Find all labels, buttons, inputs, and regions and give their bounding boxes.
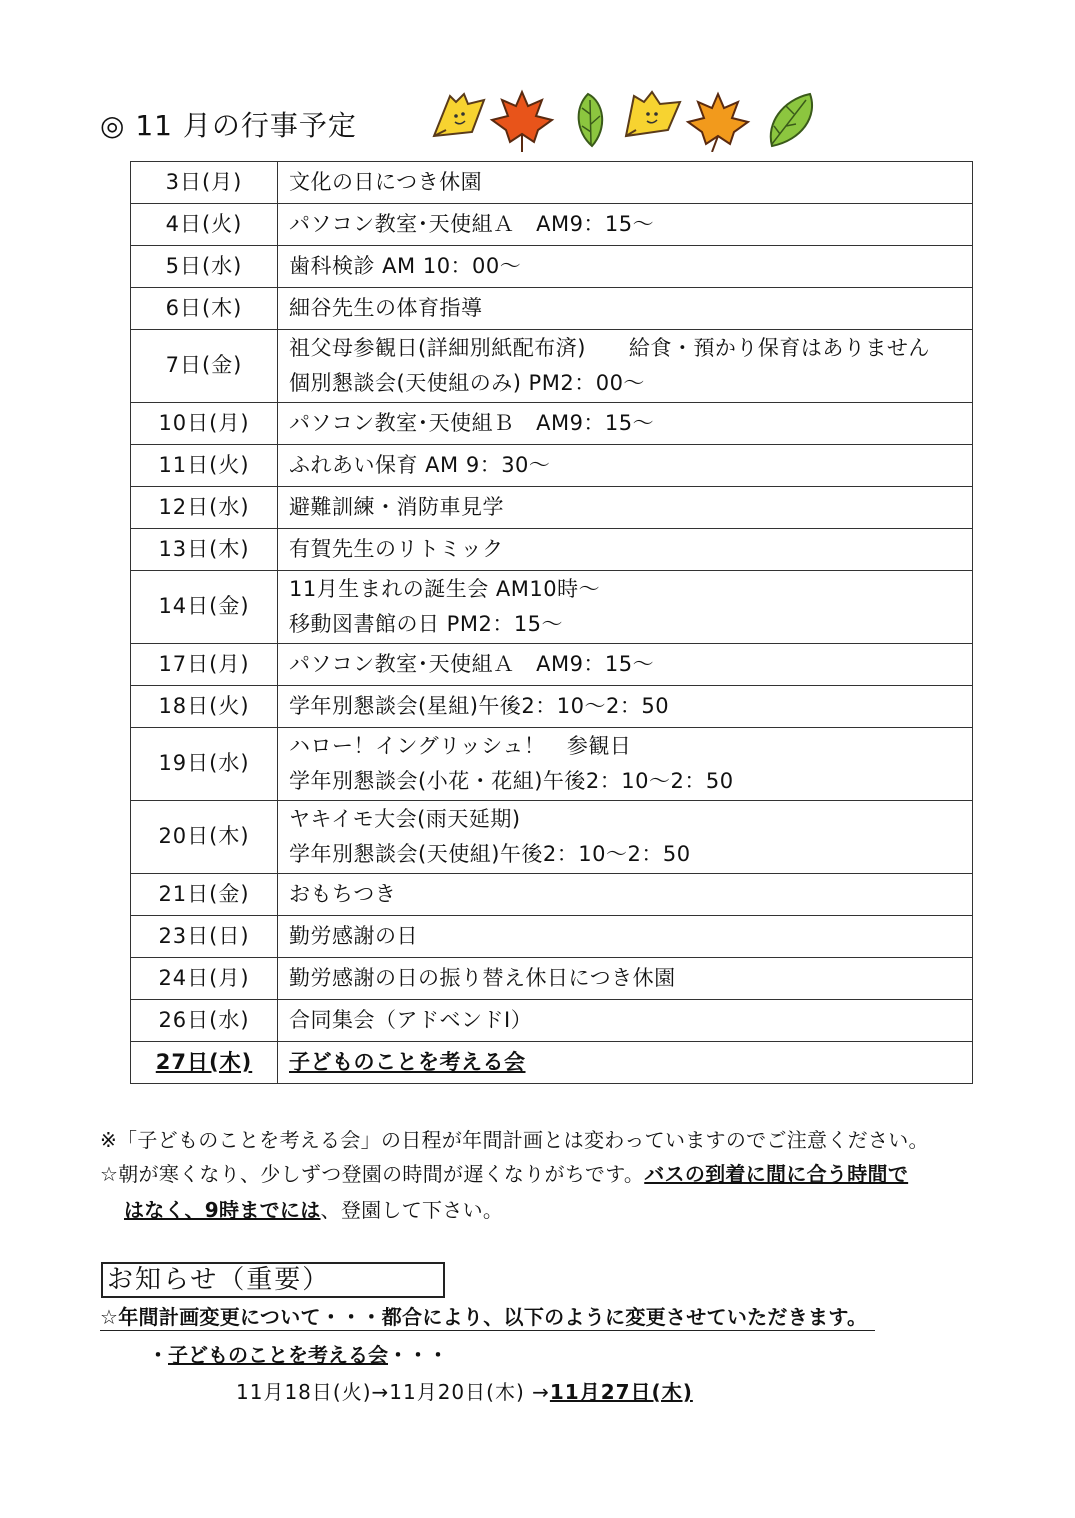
schedule-event-text: ヤキイモ大会(雨天延期) <box>289 807 521 831</box>
green-leaf-icon <box>771 94 812 146</box>
schedule-event <box>278 487 973 529</box>
note-arrival-emph1: バスの到着に間に合う時間で <box>644 1162 909 1186</box>
schedule-date <box>131 958 278 1000</box>
maple-leaf-icon <box>688 94 748 152</box>
schedule-event-text: 学年別懇談会(天使組)午後2：10〜2：50 <box>289 842 691 866</box>
page-title: ◎ 11 月の行事予定 <box>100 109 357 142</box>
schedule-event <box>278 801 973 874</box>
schedule-date-text: 4日(火) <box>165 211 243 236</box>
schedule-date-text: 11日(火) <box>158 452 250 477</box>
schedule-event <box>278 874 973 916</box>
schedule-event-text: パソコン教室･天使組Ｂ AM9：15〜 <box>289 411 655 435</box>
notice-item-name: 子どものことを考える会 <box>168 1343 388 1367</box>
notice-item-prefix: ・ <box>148 1343 168 1367</box>
schedule-row <box>131 916 973 958</box>
schedule-event-text: 勤労感謝の日 <box>289 924 418 948</box>
schedule-row <box>131 288 973 330</box>
schedule-event <box>278 330 973 403</box>
schedule-event-text: 11月生まれの誕生会 AM10時〜 <box>289 577 601 601</box>
schedule-event <box>278 728 973 801</box>
autumn-leaves-decoration <box>428 86 818 152</box>
schedule-row <box>131 162 973 204</box>
schedule-date <box>131 686 278 728</box>
schedule-table <box>130 161 973 1084</box>
schedule-row <box>131 958 973 1000</box>
schedule-row <box>131 728 973 801</box>
schedule-date-text: 10日(月) <box>158 410 250 435</box>
note-arrival-emph2: はなく、9時までには <box>124 1198 321 1222</box>
schedule-date-text: 19日(水) <box>158 751 250 776</box>
schedule-date-text: 7日(金) <box>165 353 243 378</box>
schedule-event-text: 合同集会（アドベンドⅠ） <box>289 1008 533 1032</box>
schedule-event <box>278 644 973 686</box>
schedule-row <box>131 874 973 916</box>
schedule-event <box>278 1000 973 1042</box>
schedule-event-text: 歯科検診 AM 10：00〜 <box>289 254 522 278</box>
schedule-row <box>131 246 973 288</box>
schedule-row <box>131 1042 973 1084</box>
schedule-event-text: 避難訓練・消防車見学 <box>289 495 504 519</box>
schedule-row <box>131 204 973 246</box>
schedule-event-text: 勤労感謝の日の振り替え休日につき休園 <box>289 966 676 990</box>
schedule-event-text: 移動図書館の日 PM2：15〜 <box>289 612 564 636</box>
schedule-event <box>278 246 973 288</box>
schedule-date-text: 26日(水) <box>158 1007 250 1032</box>
schedule-date <box>131 246 278 288</box>
schedule-date-text: 6日(木) <box>165 295 243 320</box>
schedule-row <box>131 529 973 571</box>
schedule-date <box>131 330 278 403</box>
schedule-date <box>131 204 278 246</box>
schedule-date-text: 20日(木) <box>158 824 250 849</box>
notice-date-change <box>236 1376 693 1405</box>
schedule-date <box>131 487 278 529</box>
schedule-date <box>131 571 278 644</box>
date-change-from: 11月18日(火)→11月20日(木) → <box>236 1380 550 1404</box>
maple-leaf-icon <box>492 92 552 152</box>
notice-item <box>148 1339 448 1368</box>
notice-item-suffix: ・・・ <box>388 1343 448 1367</box>
schedule-event-text: パソコン教室･天使組Ａ AM9：15〜 <box>289 652 655 676</box>
schedule-row <box>131 1000 973 1042</box>
ginkgo-leaf-icon <box>434 94 484 136</box>
schedule-event <box>278 916 973 958</box>
schedule-date <box>131 529 278 571</box>
schedule-event-text: パソコン教室･天使組Ａ AM9：15〜 <box>289 212 655 236</box>
schedule-event <box>278 403 973 445</box>
schedule-row <box>131 571 973 644</box>
schedule-row <box>131 445 973 487</box>
schedule-row <box>131 403 973 445</box>
schedule-event-text: 細谷先生の体育指導 <box>289 296 483 320</box>
schedule-event <box>278 1042 973 1084</box>
schedule-date-text: 21日(金) <box>158 881 250 906</box>
note-schedule-change: ※「子どものことを考える会」の日程が年間計画とは変わっていますのでご注意ください。 <box>100 1128 929 1152</box>
schedule-event-text: 学年別懇談会(小花・花組)午後2：10〜2：50 <box>289 769 734 793</box>
schedule-date <box>131 644 278 686</box>
schedule-date <box>131 403 278 445</box>
schedule-date-text: 23日(日) <box>158 923 250 948</box>
schedule-date-text: 27日(木) <box>155 1049 253 1074</box>
green-leaf-icon <box>579 94 603 146</box>
schedule-row <box>131 686 973 728</box>
schedule-date <box>131 728 278 801</box>
schedule-date-text: 18日(火) <box>158 693 250 718</box>
notice-plan-change: ☆年間計画変更について・・・都合により、以下のように変更させていただきます。 <box>100 1301 875 1331</box>
note-arrival-post: 、登園して下さい。 <box>320 1198 504 1222</box>
schedule-date-text: 14日(金) <box>158 594 250 619</box>
schedule-date <box>131 445 278 487</box>
schedule-event-text: おもちつき <box>289 882 397 906</box>
schedule-event-text: ふれあい保育 AM 9：30〜 <box>289 453 551 477</box>
schedule-event <box>278 204 973 246</box>
note-arrival-time-cont <box>124 1194 503 1223</box>
schedule-event-text: 祖父母参観日(詳細別紙配布済) 給食・預かり保育はありません <box>289 336 930 360</box>
schedule-event <box>278 162 973 204</box>
note-arrival-pre: ☆朝が寒くなり、少しずつ登園の時間が遅くなりがちです。 <box>100 1162 645 1186</box>
schedule-event-text: 子どものことを考える会 <box>289 1050 526 1074</box>
schedule-date <box>131 162 278 204</box>
schedule-event <box>278 288 973 330</box>
schedule-date-text: 3日(月) <box>165 169 243 194</box>
schedule-date-text: 5日(水) <box>165 253 243 278</box>
schedule-date <box>131 288 278 330</box>
schedule-event-text: 個別懇談会(天使組のみ) PM2：00〜 <box>289 371 645 395</box>
schedule-event-text: 文化の日につき休園 <box>289 170 483 194</box>
schedule-event <box>278 686 973 728</box>
schedule-row <box>131 644 973 686</box>
schedule-date <box>131 1000 278 1042</box>
schedule-event <box>278 529 973 571</box>
schedule-event <box>278 958 973 1000</box>
schedule-row <box>131 487 973 529</box>
ginkgo-leaf-icon <box>626 92 680 136</box>
schedule-event <box>278 571 973 644</box>
schedule-event-text: 有賀先生のリトミック <box>289 537 504 561</box>
schedule-row <box>131 330 973 403</box>
schedule-date <box>131 916 278 958</box>
notice-title: お知らせ（重要） <box>101 1262 445 1298</box>
schedule-event-text: 学年別懇談会(星組)午後2：10〜2：50 <box>289 694 670 718</box>
schedule-date <box>131 1042 278 1084</box>
schedule-event-text: ハロー！イングリッシュ！ 参観日 <box>289 734 632 758</box>
schedule-date-text: 17日(月) <box>158 651 250 676</box>
schedule-date-text: 24日(月) <box>158 965 250 990</box>
schedule-event <box>278 445 973 487</box>
note-arrival-time <box>100 1158 908 1187</box>
schedule-date-text: 13日(木) <box>158 536 250 561</box>
schedule-date <box>131 801 278 874</box>
schedule-date <box>131 874 278 916</box>
date-change-to: 11月27日(木) <box>549 1380 693 1404</box>
schedule-date-text: 12日(水) <box>158 494 250 519</box>
schedule-row <box>131 801 973 874</box>
